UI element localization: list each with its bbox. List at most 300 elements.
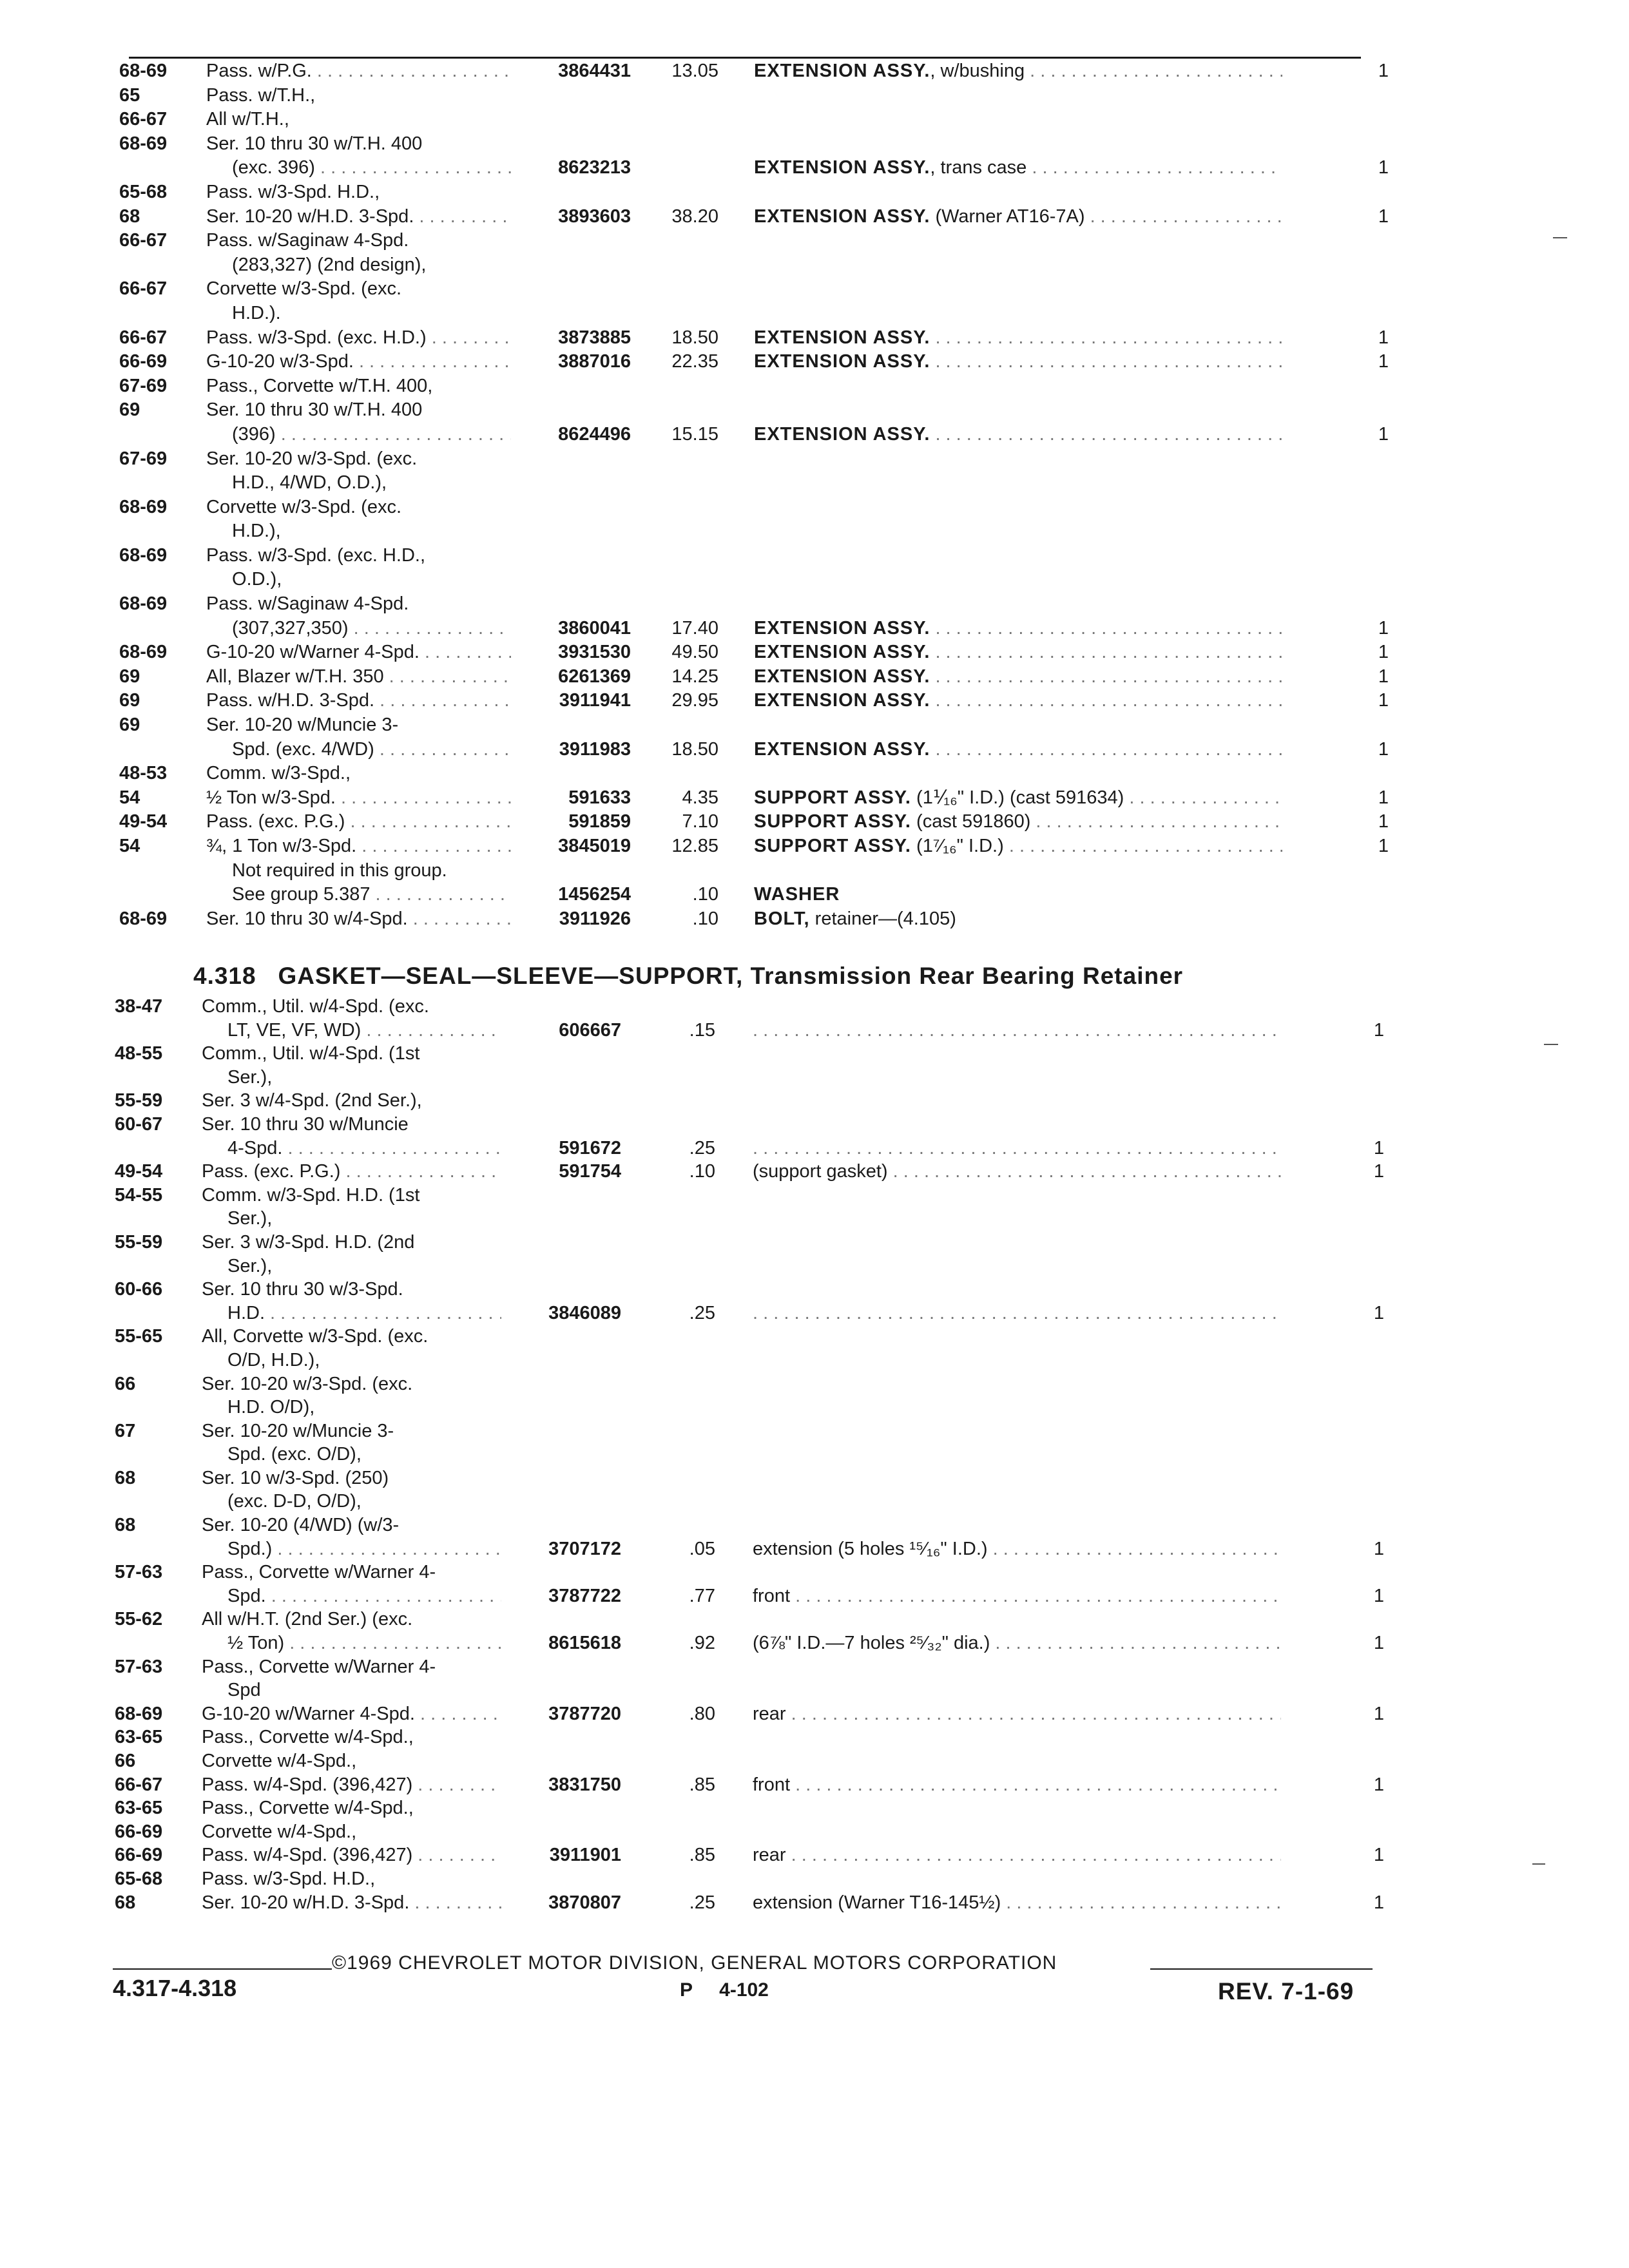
part-note: (support gasket) bbox=[753, 1161, 888, 1182]
page-number: P 4-102 bbox=[680, 1979, 769, 2001]
list-price: 7.10 bbox=[682, 811, 718, 832]
part-name bbox=[754, 205, 1282, 229]
application-description: (283,327) (2nd design), bbox=[232, 254, 427, 275]
quantity: 1 bbox=[1373, 1633, 1384, 1654]
table-row bbox=[119, 859, 1392, 883]
model-years: 68 bbox=[115, 1515, 136, 1536]
part-number: 3887016 bbox=[511, 350, 631, 374]
model-years: 68-69 bbox=[119, 544, 168, 566]
model-years: 68-69 bbox=[119, 908, 168, 929]
table-row bbox=[115, 1773, 1392, 1797]
part-number: 3911926 bbox=[511, 907, 631, 932]
part-name-bold: EXTENSION ASSY. bbox=[754, 206, 930, 227]
model-years: 57-63 bbox=[115, 1656, 163, 1677]
quantity: 1 bbox=[1378, 327, 1389, 348]
application-description: G-10-20 w/3-Spd. . . . bbox=[206, 350, 606, 374]
copyright-notice: ©1969 CHEVROLET MOTOR DIVISION, GENERAL MOTORS CORPORATION bbox=[332, 1952, 1057, 1974]
quantity: 1 bbox=[1378, 61, 1389, 81]
model-years: 66-67 bbox=[119, 230, 168, 251]
table-row bbox=[119, 302, 1392, 326]
table-row bbox=[119, 447, 1392, 472]
quantity: 1 bbox=[1373, 1302, 1384, 1323]
table-row bbox=[119, 762, 1392, 786]
table-row bbox=[119, 132, 1392, 157]
table-row bbox=[119, 59, 1392, 84]
table-row bbox=[119, 108, 1392, 132]
list-price: .25 bbox=[689, 1302, 715, 1323]
table-row bbox=[119, 229, 1392, 253]
part-name-bold: EXTENSION ASSY. bbox=[754, 738, 930, 760]
part-number: 3911983 bbox=[511, 738, 631, 762]
list-price: .10 bbox=[689, 1161, 715, 1182]
model-years: 68-69 bbox=[119, 496, 168, 517]
list-price: .25 bbox=[689, 1892, 715, 1913]
application-description: G-10-20 w/Warner 4-Spd. . . . bbox=[202, 1702, 601, 1726]
table-row bbox=[115, 1678, 1392, 1702]
margin-mark bbox=[1532, 1863, 1545, 1865]
application-description: Pass., Corvette w/Warner 4- bbox=[202, 1656, 436, 1677]
table-row bbox=[115, 1396, 1392, 1419]
list-price: 13.05 bbox=[671, 61, 718, 81]
part-note: front bbox=[753, 1774, 791, 1795]
part-name bbox=[754, 326, 1282, 351]
part-name bbox=[754, 665, 1282, 689]
model-years: 55-59 bbox=[115, 1090, 163, 1111]
application-description: (exc. D-D, O/D), bbox=[227, 1491, 361, 1512]
group-title: GASKET—SEAL—SLEEVE—SUPPORT, bbox=[278, 963, 744, 989]
table-row bbox=[119, 277, 1392, 302]
model-years: 68-69 bbox=[119, 61, 168, 81]
table-row bbox=[115, 1207, 1392, 1231]
table-row bbox=[119, 205, 1392, 229]
part-name-bold: EXTENSION ASSY. bbox=[754, 351, 930, 372]
model-years: 65-68 bbox=[115, 1868, 163, 1889]
application-description: Pass. w/3-Spd. H.D., bbox=[202, 1868, 376, 1889]
model-years: 69 bbox=[119, 690, 140, 711]
application-description: Comm., Util. w/4-Spd. (1st bbox=[202, 1043, 420, 1064]
application-description: Comm. w/3-Spd. H.D. (1st bbox=[202, 1184, 420, 1206]
part-number: 3860041 bbox=[511, 617, 631, 641]
table-row bbox=[119, 834, 1392, 859]
quantity: 1 bbox=[1378, 836, 1389, 856]
list-price: 22.35 bbox=[671, 351, 718, 372]
quantity: 1 bbox=[1373, 1774, 1384, 1795]
model-years: 63-65 bbox=[115, 1727, 163, 1748]
part-name-bold: EXTENSION ASSY. bbox=[754, 666, 930, 687]
application-description: H.D. O/D), bbox=[227, 1397, 315, 1418]
application-description: See group 5.387 . . . bbox=[206, 883, 606, 907]
table-row bbox=[115, 1867, 1392, 1891]
application-description: Ser. 10 thru 30 w/T.H. 400 bbox=[206, 399, 423, 421]
application-description: Pass. w/P.G. . . . bbox=[206, 59, 606, 84]
part-name bbox=[754, 156, 1282, 180]
parts-table-4-317 bbox=[119, 59, 1392, 931]
application-description: Ser.), bbox=[227, 1208, 273, 1229]
application-description: Pass. (exc. P.G.) . . . bbox=[206, 810, 606, 834]
model-years: 68 bbox=[115, 1892, 136, 1913]
model-years: 66-67 bbox=[119, 109, 168, 130]
table-row bbox=[115, 1537, 1392, 1561]
part-number: 591633 bbox=[511, 786, 631, 811]
part-number: 3893603 bbox=[511, 205, 631, 229]
table-row bbox=[115, 1372, 1392, 1396]
application-description: Spd. (exc. 4/WD) . . . bbox=[206, 738, 606, 762]
quantity: 1 bbox=[1373, 1538, 1384, 1559]
table-row bbox=[115, 1419, 1392, 1443]
quantity: 1 bbox=[1378, 423, 1389, 445]
table-row bbox=[115, 1302, 1392, 1325]
application-description: Corvette w/4-Spd., bbox=[202, 1751, 357, 1771]
quantity: 1 bbox=[1378, 787, 1389, 808]
list-price: 18.50 bbox=[671, 327, 718, 348]
list-price: .77 bbox=[689, 1585, 715, 1606]
application-description: Ser. 10-20 w/Muncie 3- bbox=[202, 1420, 394, 1441]
table-row bbox=[119, 84, 1392, 108]
table-row bbox=[115, 1843, 1392, 1867]
part-name bbox=[753, 1702, 1281, 1726]
table-row bbox=[119, 640, 1392, 665]
model-years: 68-69 bbox=[119, 133, 168, 154]
model-years: 69 bbox=[119, 399, 140, 421]
application-description: ½ Ton w/3-Spd. . . . bbox=[206, 786, 606, 811]
list-price: .05 bbox=[689, 1538, 715, 1559]
quantity: 1 bbox=[1373, 1137, 1384, 1158]
quantity: 1 bbox=[1373, 1892, 1384, 1913]
application-description: Pass., Corvette w/Warner 4- bbox=[202, 1562, 436, 1583]
application-description: Pass. w/T.H., bbox=[206, 84, 316, 106]
application-description: O.D.), bbox=[232, 569, 282, 590]
part-note: (cast 591860) bbox=[911, 811, 1031, 832]
part-number: 3787722 bbox=[501, 1584, 621, 1608]
table-row bbox=[119, 253, 1392, 278]
part-number: 3931530 bbox=[511, 640, 631, 665]
application-description: Pass. w/H.D. 3-Spd. . . . bbox=[206, 689, 606, 713]
application-description: Pass. w/Saginaw 4-Spd. bbox=[206, 593, 409, 615]
part-number: 3707172 bbox=[501, 1537, 621, 1561]
quantity: 1 bbox=[1378, 351, 1389, 372]
list-price: 49.50 bbox=[671, 642, 718, 663]
part-name bbox=[754, 907, 1282, 932]
application-description: Pass., Corvette w/T.H. 400, bbox=[206, 375, 433, 396]
quantity: 1 bbox=[1373, 1845, 1384, 1866]
model-years: 66-69 bbox=[115, 1821, 163, 1842]
part-name bbox=[754, 738, 1282, 762]
part-number: 3787720 bbox=[501, 1702, 621, 1726]
model-years: 57-63 bbox=[115, 1562, 163, 1583]
part-name-bold: EXTENSION ASSY. bbox=[754, 157, 930, 178]
model-years: 66-69 bbox=[115, 1845, 163, 1866]
model-years: 65-68 bbox=[119, 181, 168, 202]
table-row bbox=[119, 398, 1392, 423]
application-description: 4-Spd. . . . bbox=[202, 1137, 601, 1160]
part-name-bold: SUPPORT ASSY. bbox=[754, 836, 911, 856]
part-note: (Warner AT16-7A) bbox=[930, 206, 1085, 227]
table-row bbox=[115, 1089, 1392, 1113]
table-row bbox=[115, 1608, 1392, 1631]
application-description: Corvette w/4-Spd., bbox=[202, 1821, 357, 1842]
table-row bbox=[115, 1749, 1392, 1773]
table-row bbox=[115, 1160, 1392, 1184]
application-description: Spd.) . . . bbox=[202, 1537, 601, 1561]
table-row bbox=[115, 995, 1392, 1019]
model-years: 66-67 bbox=[115, 1774, 163, 1795]
application-description: Comm., Util. w/4-Spd. (exc. bbox=[202, 996, 429, 1017]
model-years: 54 bbox=[119, 787, 140, 808]
application-description: Spd. . . . bbox=[202, 1584, 601, 1608]
table-row bbox=[119, 738, 1392, 762]
list-price: 17.40 bbox=[671, 617, 718, 639]
quantity: 1 bbox=[1378, 738, 1389, 760]
part-note: extension (5 holes ¹⁵⁄₁₆" I.D.) bbox=[753, 1538, 988, 1559]
application-description: (396) . . . bbox=[206, 423, 606, 447]
quantity: 1 bbox=[1373, 1019, 1384, 1041]
part-number: 3873885 bbox=[511, 326, 631, 351]
part-number: 3831750 bbox=[501, 1773, 621, 1797]
table-row bbox=[119, 713, 1392, 738]
model-years: 68-69 bbox=[119, 642, 168, 663]
table-row bbox=[115, 1466, 1392, 1490]
table-row bbox=[119, 544, 1392, 568]
part-name bbox=[754, 640, 1282, 665]
part-number: 1456254 bbox=[511, 883, 631, 907]
part-name-bold: EXTENSION ASSY. bbox=[754, 327, 930, 348]
quantity: 1 bbox=[1378, 206, 1389, 227]
table-row bbox=[115, 1254, 1392, 1278]
table-row bbox=[115, 1490, 1392, 1514]
part-number: 3911901 bbox=[501, 1843, 621, 1867]
model-years: 48-53 bbox=[119, 763, 168, 784]
list-price: .15 bbox=[689, 1019, 715, 1041]
application-description: Pass. (exc. P.G.) . . . bbox=[202, 1160, 601, 1184]
table-row bbox=[119, 689, 1392, 713]
list-price: .85 bbox=[689, 1774, 715, 1795]
table-row bbox=[115, 1325, 1392, 1349]
table-row bbox=[119, 326, 1392, 351]
model-years: 54 bbox=[119, 836, 140, 856]
table-row bbox=[115, 1631, 1392, 1655]
part-number: 3911941 bbox=[511, 689, 631, 713]
part-number: 3845019 bbox=[511, 834, 631, 859]
table-row bbox=[119, 786, 1392, 811]
table-row bbox=[115, 1702, 1392, 1726]
group-range: 4.317-4.318 bbox=[113, 1975, 237, 2001]
part-name-bold: EXTENSION ASSY. bbox=[754, 423, 930, 445]
part-name-bold: SUPPORT ASSY. bbox=[754, 787, 911, 808]
part-note: extension (Warner T16-145½) bbox=[753, 1892, 1001, 1913]
table-row bbox=[119, 495, 1392, 520]
table-row bbox=[115, 1820, 1392, 1844]
table-row bbox=[115, 1231, 1392, 1254]
list-price: .25 bbox=[689, 1137, 715, 1158]
table-row bbox=[115, 1514, 1392, 1537]
application-description: Ser. 10-20 w/3-Spd. (exc. bbox=[206, 448, 418, 469]
part-name bbox=[754, 59, 1282, 84]
table-row bbox=[115, 1137, 1392, 1160]
part-number: 606667 bbox=[501, 1019, 621, 1043]
table-row bbox=[115, 1278, 1392, 1302]
table-row bbox=[119, 423, 1392, 447]
model-years: 66 bbox=[115, 1373, 136, 1394]
model-years: 60-66 bbox=[115, 1279, 163, 1300]
application-description: LT, VE, VF, WD) . . . bbox=[202, 1019, 601, 1043]
list-price: 15.15 bbox=[671, 423, 718, 445]
part-name bbox=[753, 1891, 1281, 1915]
table-row bbox=[115, 1066, 1392, 1090]
part-name bbox=[753, 1843, 1281, 1867]
model-years: 69 bbox=[119, 715, 140, 736]
table-row bbox=[119, 568, 1392, 592]
application-description: All, Corvette w/3-Spd. (exc. bbox=[202, 1326, 429, 1347]
part-name-bold: EXTENSION ASSY. bbox=[754, 617, 930, 639]
part-number: 591859 bbox=[511, 810, 631, 834]
table-row bbox=[119, 592, 1392, 617]
table-row bbox=[115, 1019, 1392, 1043]
table-row bbox=[115, 1113, 1392, 1137]
application-description: Ser.), bbox=[227, 1066, 273, 1088]
part-name bbox=[753, 1137, 1281, 1160]
application-description: Pass., Corvette w/4-Spd., bbox=[202, 1798, 414, 1819]
application-description: O/D, H.D.), bbox=[227, 1349, 320, 1370]
model-years: 38-47 bbox=[115, 996, 163, 1017]
table-row bbox=[115, 1184, 1392, 1207]
part-name-bold: SUPPORT ASSY. bbox=[754, 811, 911, 832]
part-name bbox=[753, 1160, 1281, 1184]
application-description: ¾, 1 Ton w/3-Spd. . . . bbox=[206, 834, 606, 859]
part-note: front bbox=[753, 1585, 791, 1606]
model-years: 66-67 bbox=[119, 278, 168, 300]
model-years: 49-54 bbox=[119, 811, 168, 832]
model-years: 68 bbox=[119, 206, 140, 227]
table-row bbox=[119, 156, 1392, 180]
part-name-bold: EXTENSION ASSY. bbox=[754, 690, 930, 711]
application-description: Pass. w/Saginaw 4-Spd. bbox=[206, 230, 409, 251]
part-note: retainer—(4.105) bbox=[809, 908, 956, 929]
application-description: Ser. 10 w/3-Spd. (250) bbox=[202, 1467, 389, 1488]
application-description: All w/H.T. (2nd Ser.) (exc. bbox=[202, 1609, 413, 1630]
group-heading-4-318 bbox=[193, 963, 1327, 990]
application-description: Ser. 10 thru 30 w/3-Spd. bbox=[202, 1279, 403, 1300]
part-name bbox=[753, 1584, 1281, 1608]
application-description: All w/T.H., bbox=[206, 109, 289, 130]
part-number: 8624496 bbox=[511, 423, 631, 447]
model-years: 60-67 bbox=[115, 1113, 163, 1135]
part-note: (1⅟₁₆" I.D.) (cast 591634) bbox=[911, 787, 1124, 808]
part-number: 3846089 bbox=[501, 1302, 621, 1325]
group-subtitle: Transmission Rear Bearing Retainer bbox=[750, 963, 1184, 989]
quantity: 1 bbox=[1373, 1703, 1384, 1724]
list-price: .10 bbox=[692, 884, 718, 905]
application-description: Ser. 10 thru 30 w/Muncie bbox=[202, 1113, 409, 1135]
model-years: 55-59 bbox=[115, 1231, 163, 1253]
part-note: rear bbox=[753, 1703, 786, 1724]
part-name bbox=[754, 423, 1282, 447]
table-row bbox=[115, 1655, 1392, 1679]
application-description: Ser. 10-20 w/H.D. 3-Spd. . . . bbox=[202, 1891, 601, 1915]
list-price: 29.95 bbox=[671, 690, 718, 711]
application-description: Ser. 3 w/4-Spd. (2nd Ser.), bbox=[202, 1090, 422, 1111]
model-years: 67-69 bbox=[119, 448, 168, 469]
application-description: G-10-20 w/Warner 4-Spd. . . . bbox=[206, 640, 606, 665]
application-description: Ser. 10 thru 30 w/T.H. 400 bbox=[206, 133, 423, 154]
part-name bbox=[754, 617, 1282, 641]
model-years: 54-55 bbox=[115, 1184, 163, 1206]
top-rule bbox=[129, 57, 1361, 59]
part-name bbox=[754, 786, 1282, 811]
table-row bbox=[115, 1891, 1392, 1915]
application-description: Ser. 10 thru 30 w/4-Spd. . . . bbox=[206, 907, 606, 932]
application-description: Not required in this group. bbox=[232, 860, 447, 881]
part-name-bold: BOLT, bbox=[754, 908, 810, 929]
list-price: 12.85 bbox=[671, 836, 718, 856]
part-note: (6⅞" I.D.—7 holes ²⁵⁄₃₂" dia.) bbox=[753, 1633, 990, 1654]
model-years: 66-69 bbox=[119, 351, 168, 372]
model-years: 67 bbox=[115, 1420, 136, 1441]
part-name bbox=[753, 1631, 1281, 1655]
table-row bbox=[119, 180, 1392, 205]
model-years: 67-69 bbox=[119, 375, 168, 396]
list-price: .85 bbox=[689, 1845, 715, 1866]
application-description: Corvette w/3-Spd. (exc. bbox=[206, 496, 401, 517]
table-row bbox=[115, 1042, 1392, 1066]
model-years: 66-67 bbox=[119, 327, 168, 348]
quantity: 1 bbox=[1373, 1585, 1384, 1606]
application-description: Pass. w/3-Spd. H.D., bbox=[206, 181, 380, 202]
application-description: Pass. w/3-Spd. (exc. H.D., bbox=[206, 544, 426, 566]
part-number: 8615618 bbox=[501, 1631, 621, 1655]
table-row bbox=[119, 519, 1392, 544]
part-name-bold: EXTENSION ASSY. bbox=[754, 642, 930, 663]
application-description: H.D. . . . bbox=[202, 1302, 601, 1325]
list-price: .80 bbox=[689, 1703, 715, 1724]
application-description: Ser. 10-20 (4/WD) (w/3- bbox=[202, 1515, 400, 1536]
part-name-bold: WASHER bbox=[754, 884, 840, 905]
model-years: 55-65 bbox=[115, 1326, 163, 1347]
quantity: 1 bbox=[1378, 157, 1389, 178]
application-description: Ser. 10-20 w/3-Spd. (exc. bbox=[202, 1373, 413, 1394]
table-row bbox=[119, 350, 1392, 374]
part-name bbox=[753, 1019, 1281, 1043]
list-price: 38.20 bbox=[671, 206, 718, 227]
part-name bbox=[754, 834, 1282, 859]
model-years: 63-65 bbox=[115, 1798, 163, 1819]
application-description: Ser. 10-20 w/Muncie 3- bbox=[206, 715, 399, 736]
application-description: H.D., 4/WD, O.D.), bbox=[232, 472, 387, 494]
list-price: .92 bbox=[689, 1633, 715, 1654]
quantity: 1 bbox=[1378, 666, 1389, 687]
table-row bbox=[119, 810, 1392, 834]
table-row bbox=[115, 1584, 1392, 1608]
part-name-bold: EXTENSION ASSY. bbox=[754, 61, 930, 81]
table-row bbox=[115, 1349, 1392, 1372]
margin-mark bbox=[1553, 237, 1567, 238]
quantity: 1 bbox=[1378, 617, 1389, 639]
part-name bbox=[754, 883, 1282, 907]
model-years: 68 bbox=[115, 1467, 136, 1488]
footer-rule-right bbox=[1150, 1968, 1373, 1970]
part-name bbox=[753, 1302, 1281, 1325]
part-note: , w/bushing bbox=[930, 61, 1025, 81]
model-years: 68-69 bbox=[119, 593, 168, 615]
part-name bbox=[753, 1773, 1281, 1797]
table-row bbox=[115, 1796, 1392, 1820]
list-price: .10 bbox=[692, 908, 718, 929]
table-row bbox=[119, 374, 1392, 399]
quantity: 1 bbox=[1373, 1161, 1384, 1182]
application-description: Pass. w/3-Spd. (exc. H.D.) . . . bbox=[206, 326, 606, 351]
application-description: Pass. w/4-Spd. (396,427) . . . bbox=[202, 1773, 601, 1797]
part-number: 3870807 bbox=[501, 1891, 621, 1915]
table-row bbox=[115, 1561, 1392, 1584]
